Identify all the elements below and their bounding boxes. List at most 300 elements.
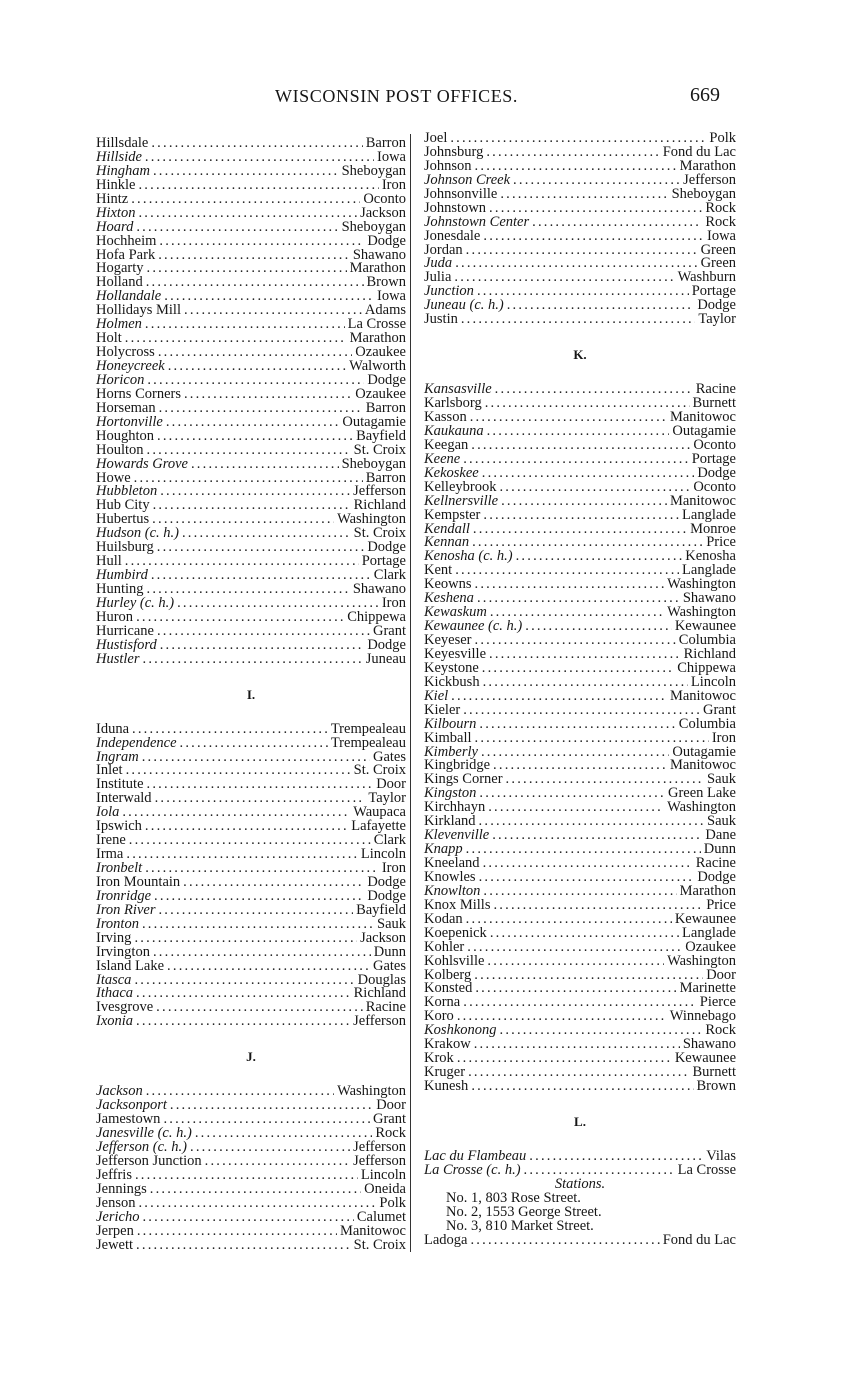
county-name: Outagamie <box>342 413 406 430</box>
dot-leader <box>471 439 690 453</box>
post-office-entry <box>96 901 406 918</box>
dot-leader <box>454 271 674 285</box>
dot-leader <box>126 764 351 778</box>
post-office-name: Humbird <box>96 567 148 584</box>
dot-leader <box>195 1127 373 1141</box>
post-office-name: Jericho <box>96 1208 140 1225</box>
county-name: Washington <box>337 1083 406 1100</box>
post-office-name: Jackson <box>96 1083 143 1100</box>
left-column <box>96 137 406 1253</box>
post-office-name: Holt <box>96 330 122 347</box>
post-office-name: Island Lake <box>96 957 165 974</box>
county-name: Langlade <box>682 506 736 523</box>
post-office-name: Holland <box>96 274 143 291</box>
dot-leader <box>158 346 352 360</box>
post-office-name: Hudson (c. h.) <box>96 525 179 542</box>
post-office-entry <box>424 227 736 244</box>
dot-leader <box>122 806 350 820</box>
stations-title: Stations. <box>554 1175 606 1192</box>
county-name: Dodge <box>697 868 736 885</box>
county-name: Manitowoc <box>669 409 736 425</box>
county-name: Iowa <box>707 227 736 244</box>
dot-leader <box>487 425 670 439</box>
county-name: Columbia <box>678 632 736 648</box>
dot-leader <box>513 174 680 188</box>
county-name: St. Croix <box>353 762 406 779</box>
stations-list <box>424 1189 736 1234</box>
county-name: Trempealeau <box>330 734 406 751</box>
post-office-name: Kirchhayn <box>424 799 486 816</box>
dot-leader <box>483 230 704 244</box>
post-office-name: Hintz <box>96 190 129 207</box>
dot-leader <box>493 899 703 913</box>
county-name: Jefferson <box>353 1013 406 1030</box>
post-office-name: Lac du Flambeau <box>424 1147 527 1164</box>
county-name: Douglas <box>357 971 406 988</box>
post-office-entry <box>96 1152 406 1169</box>
county-name: Outagamie <box>672 743 736 760</box>
post-office-name: Ironton <box>96 915 139 932</box>
county-name: Waupaca <box>353 804 406 821</box>
station-line: No. 1, 803 Rose Street. <box>446 1189 581 1206</box>
l-entries-bottom <box>424 1231 736 1248</box>
section-heading-l: L. <box>574 1113 586 1129</box>
dot-leader <box>487 955 664 969</box>
dot-leader <box>205 1155 350 1169</box>
post-office-name: Kings Corner <box>424 771 503 788</box>
post-office-name: Jefferson Junction <box>96 1152 202 1169</box>
county-name: Racine <box>695 855 736 871</box>
dot-leader <box>138 179 378 193</box>
dot-leader <box>466 913 672 927</box>
post-office-name: Krok <box>424 1050 454 1067</box>
county-name: Sheboygan <box>341 218 406 235</box>
dot-leader <box>488 801 664 815</box>
dot-leader <box>158 249 350 263</box>
post-office-entry <box>96 820 406 834</box>
dot-leader <box>147 262 347 276</box>
post-office-name: Koshkonong <box>424 1022 497 1039</box>
dot-leader <box>499 481 690 495</box>
county-name: Washington <box>667 604 736 621</box>
county-name: Iron <box>381 176 406 193</box>
dot-leader <box>461 313 696 327</box>
dot-leader <box>190 1141 350 1155</box>
dot-leader <box>145 820 348 834</box>
county-name: Bayfield <box>356 901 406 918</box>
post-office-name: Hustisford <box>96 636 157 653</box>
post-office-name: Kewaunee (c. h.) <box>424 618 523 635</box>
county-name: Barron <box>365 135 406 151</box>
county-name: Jefferson <box>683 171 736 188</box>
post-office-entry <box>96 162 406 179</box>
county-name: Dodge <box>697 297 736 314</box>
post-office-name: Honeycreek <box>96 358 165 374</box>
county-name: Ozaukee <box>355 344 406 361</box>
post-office-name: Hustler <box>96 650 140 667</box>
post-office-name: Hortonville <box>96 413 163 430</box>
post-office-name: Kohlsville <box>424 952 485 969</box>
post-office-name: Ladoga <box>424 1231 468 1248</box>
county-name: Vilas <box>706 1147 736 1164</box>
post-office-name: Horicon <box>96 371 145 388</box>
county-name: Oconto <box>693 478 736 495</box>
county-name: Ozaukee <box>685 938 736 955</box>
post-office-name: Houlton <box>96 441 144 458</box>
post-office-name: Kempster <box>424 506 481 523</box>
dot-leader <box>137 1225 337 1239</box>
post-office-name: Horseman <box>96 399 156 416</box>
post-office-entry <box>96 1015 406 1029</box>
county-name: Marathon <box>349 260 406 277</box>
dot-leader <box>135 1169 358 1183</box>
county-name: Manitowoc <box>669 492 736 509</box>
post-office-name: Kodan <box>424 910 463 927</box>
post-office-name: Huron <box>96 608 134 625</box>
post-office-name: Krakow <box>424 1036 471 1053</box>
dot-leader <box>479 718 675 732</box>
county-name: Richland <box>353 497 406 514</box>
post-office-name: Jerpen <box>96 1222 134 1239</box>
dot-leader <box>492 829 702 843</box>
dot-leader <box>138 207 357 221</box>
post-office-name: Knowles <box>424 868 476 885</box>
county-name: Dodge <box>367 887 406 904</box>
post-office-name: Kansasville <box>424 381 492 398</box>
county-name: Fond du Lac <box>662 1231 736 1248</box>
county-name: Rock <box>705 1022 736 1039</box>
dot-leader <box>164 290 374 304</box>
county-name: Jackson <box>360 204 406 221</box>
post-office-entry <box>96 636 406 653</box>
county-name: Kewaunee <box>674 618 736 635</box>
post-office-name: Kaukauna <box>424 422 484 439</box>
post-office-name: Kruger <box>424 1064 466 1081</box>
post-office-name: Kennan <box>424 534 470 551</box>
post-office-name: Justin <box>424 311 458 328</box>
post-office-name: Iduna <box>96 720 130 737</box>
county-name: Lafayette <box>351 818 406 835</box>
dot-leader <box>479 871 695 885</box>
post-office-entry <box>96 176 406 193</box>
post-office-name: Itasca <box>96 971 132 988</box>
county-name: Marathon <box>679 157 736 174</box>
l-entries-top <box>424 1147 736 1178</box>
county-name: Richland <box>683 645 736 662</box>
dot-leader <box>136 1239 351 1253</box>
county-name: Fond du Lac <box>662 143 736 160</box>
dot-leader <box>483 676 688 690</box>
post-office-name: Ixonia <box>96 1013 134 1030</box>
dot-leader <box>463 704 700 718</box>
county-name: Sheboygan <box>341 162 406 179</box>
county-name: Adams <box>364 302 406 319</box>
dot-leader <box>153 946 371 960</box>
dot-leader <box>143 653 363 667</box>
post-office-name: Independence <box>96 734 177 751</box>
post-office-name: Koro <box>424 1008 454 1025</box>
dot-leader <box>153 499 351 513</box>
dot-leader <box>455 564 679 578</box>
post-office-name: Iron Mountain <box>96 873 181 890</box>
county-name: Monroe <box>690 520 736 537</box>
county-name: Sauk <box>377 915 406 932</box>
dot-leader <box>481 746 669 760</box>
station-line: No. 3, 810 Market Street. <box>446 1217 594 1234</box>
post-office-entry <box>96 541 406 555</box>
dot-leader <box>191 458 339 472</box>
post-office-entry <box>424 829 736 843</box>
county-name: Washington <box>337 511 406 528</box>
post-office-name: Jefferson (c. h.) <box>96 1139 187 1155</box>
post-office-name: Hub City <box>96 497 150 514</box>
post-office-name: Johnsburg <box>424 143 484 160</box>
county-name: Dane <box>705 827 736 844</box>
post-office-name: Hollidays Mill <box>96 302 181 319</box>
county-name: Brown <box>696 1078 736 1094</box>
dot-leader <box>125 332 347 346</box>
post-office-name: Juda <box>424 255 453 272</box>
post-office-name: Inlet <box>96 762 123 779</box>
post-office-name: Kent <box>424 562 453 579</box>
dot-leader <box>142 1211 353 1225</box>
county-name: Langlade <box>682 924 736 941</box>
county-name: Taylor <box>698 311 736 328</box>
county-name: Burnett <box>692 395 736 412</box>
dot-leader <box>170 1099 373 1113</box>
county-name: Shawano <box>682 590 736 607</box>
county-name: Dodge <box>367 232 406 249</box>
county-name: Portage <box>361 553 406 570</box>
post-office-name: Ironbelt <box>96 860 143 876</box>
post-office-name: Kellnersville <box>424 492 499 509</box>
dot-leader <box>163 1113 370 1127</box>
county-name: Iron <box>381 860 406 876</box>
post-office-name: Kolberg <box>424 966 472 983</box>
post-office-name: Hunting <box>96 581 144 597</box>
county-name: Iowa <box>377 288 406 305</box>
post-office-name: Hubbleton <box>96 483 158 500</box>
dot-leader <box>474 1038 680 1052</box>
dot-leader <box>482 662 674 676</box>
post-office-entry <box>96 137 406 151</box>
county-name: Bayfield <box>356 427 406 444</box>
post-office-name: Kingbridge <box>424 757 491 774</box>
county-name: Barron <box>365 469 406 486</box>
county-name: Rock <box>705 199 736 216</box>
post-office-name: Ironridge <box>96 887 152 904</box>
dot-leader <box>490 927 679 941</box>
county-name: Portage <box>691 283 736 300</box>
county-name: Green <box>700 241 736 258</box>
dot-leader <box>463 453 688 467</box>
county-name: Door <box>376 1097 406 1114</box>
post-office-name: Iola <box>96 804 120 821</box>
county-name: Kewaunee <box>674 1050 736 1067</box>
dot-leader <box>134 472 363 486</box>
post-office-name: Junction <box>424 283 474 300</box>
county-name: St. Croix <box>353 525 406 542</box>
post-office-name: Keystone <box>424 659 479 676</box>
dot-leader <box>473 523 687 537</box>
dot-leader <box>145 862 379 876</box>
post-office-entry <box>424 436 736 453</box>
county-name: Dunn <box>703 841 736 858</box>
post-office-name: Konsted <box>424 980 473 997</box>
post-office-name: Huilsburg <box>96 539 154 556</box>
county-name: Manitowoc <box>669 687 736 704</box>
dot-leader <box>451 690 667 704</box>
county-name: Jefferson <box>353 1139 406 1155</box>
dot-leader <box>155 792 366 806</box>
post-office-name: Hollandale <box>96 288 162 305</box>
county-name: Trempealeau <box>330 720 406 737</box>
post-office-name: Irma <box>96 846 124 863</box>
post-office-entry <box>424 1080 736 1094</box>
dot-leader <box>483 885 676 899</box>
post-office-name: Korna <box>424 994 461 1011</box>
dot-leader <box>455 257 697 271</box>
post-office-name: Jordan <box>424 241 463 258</box>
post-office-name: Jamestown <box>96 1111 161 1128</box>
dot-leader <box>486 146 659 160</box>
section-heading-j: J. <box>246 1049 256 1065</box>
county-name: Dunn <box>373 943 406 960</box>
dot-leader <box>468 1066 689 1080</box>
dot-leader <box>167 960 370 974</box>
post-office-name: Ithaca <box>96 985 134 1002</box>
post-office-name: Howards Grove <box>96 455 188 472</box>
dot-leader <box>489 648 681 662</box>
county-name: Lincoln <box>360 846 406 863</box>
post-office-entry <box>424 422 736 439</box>
dot-leader <box>479 787 665 801</box>
dot-leader <box>145 151 374 165</box>
dot-leader <box>138 1197 376 1211</box>
county-name: Shawano <box>682 1036 736 1053</box>
dot-leader <box>495 383 693 397</box>
post-office-entry <box>424 982 736 996</box>
county-name: Taylor <box>368 790 406 807</box>
post-office-name: Jewett <box>96 1236 134 1253</box>
section-heading-i: I. <box>246 686 256 702</box>
post-office-name: Kelleybrook <box>424 478 497 495</box>
dot-leader <box>134 974 354 988</box>
county-name: Green Lake <box>667 785 736 802</box>
county-name: Marinette <box>679 980 736 997</box>
post-office-name: Knapp <box>424 841 463 858</box>
county-name: Columbia <box>678 715 736 732</box>
post-office-name: Howe <box>96 469 131 486</box>
post-office-name: Holycross <box>96 344 155 361</box>
dot-leader <box>501 495 667 509</box>
dot-leader <box>182 527 351 541</box>
dot-leader <box>516 550 683 564</box>
county-name: Walworth <box>349 358 406 374</box>
post-office-entry <box>424 1231 736 1248</box>
post-office-entry <box>96 734 406 751</box>
page-title: WISCONSIN POST OFFICES. <box>275 86 519 106</box>
county-name: Juneau <box>365 650 406 667</box>
post-office-name: Keshena <box>424 590 474 607</box>
county-name: Calumet <box>356 1208 406 1225</box>
post-office-name: Klevenville <box>424 827 490 844</box>
post-office-name: Kilbourn <box>424 715 477 732</box>
dot-leader <box>466 244 698 258</box>
post-office-name: Keene <box>424 450 461 467</box>
dot-leader <box>129 834 371 848</box>
county-name: Door <box>706 966 736 983</box>
post-office-name: Hubertus <box>96 511 150 528</box>
county-name: Jefferson <box>353 1152 406 1169</box>
county-name: Winnebago <box>669 1008 736 1025</box>
county-name: Lincoln <box>360 1166 406 1183</box>
post-office-name: Interwald <box>96 790 152 807</box>
county-name: Lincoln <box>690 673 736 690</box>
column-divider <box>410 134 411 1252</box>
county-name: Marathon <box>349 330 406 347</box>
dot-leader <box>136 221 338 235</box>
county-name: Oneida <box>364 1180 406 1197</box>
dot-leader <box>142 751 370 765</box>
county-name: Shawano <box>352 581 406 597</box>
post-office-entry <box>424 299 736 313</box>
post-office-name: Irving <box>96 929 132 946</box>
post-office-name: Kewaskum <box>424 604 487 621</box>
county-name: La Crosse <box>677 1161 736 1178</box>
county-name: Oconto <box>363 190 406 207</box>
post-office-name: Keegan <box>424 436 469 453</box>
post-office-name: Holmen <box>96 316 142 333</box>
county-name: Rock <box>375 1125 406 1142</box>
dot-leader <box>483 857 693 871</box>
dot-leader <box>466 843 701 857</box>
dot-leader <box>146 1085 334 1099</box>
county-name: Grant <box>702 701 736 718</box>
county-name: Polk <box>709 130 736 146</box>
county-name: Washington <box>667 576 736 593</box>
dot-leader <box>125 555 359 569</box>
county-name: Dodge <box>367 371 406 388</box>
county-name: Ozaukee <box>355 385 406 402</box>
post-office-name: Johnson <box>424 157 472 174</box>
county-name: St. Croix <box>353 441 406 458</box>
post-office-name: Juneau (c. h.) <box>424 297 504 314</box>
post-office-entry <box>424 313 736 327</box>
dot-leader <box>500 1024 703 1038</box>
post-office-name: Hurricane <box>96 622 154 639</box>
post-office-name: Kunesh <box>424 1078 469 1094</box>
post-office-name: Hofa Park <box>96 246 156 263</box>
post-office-name: Koepenick <box>424 924 487 941</box>
post-office-name: Kimberly <box>424 743 478 760</box>
dot-leader <box>525 620 672 634</box>
section-heading-k: K. <box>573 347 587 363</box>
post-office-entry <box>424 1052 736 1066</box>
j-entries-left <box>96 1085 406 1252</box>
county-name: Gates <box>372 957 406 974</box>
post-office-name: Kneeland <box>424 855 480 871</box>
county-name: Rock <box>705 213 736 230</box>
county-name: Racine <box>365 999 406 1016</box>
post-office-name: Hogarty <box>96 260 144 277</box>
post-office-name: Kickbush <box>424 673 480 690</box>
dot-leader <box>151 569 371 583</box>
county-name: Burnett <box>692 1064 736 1081</box>
county-name: Richland <box>353 985 406 1002</box>
post-office-name: Kendall <box>424 520 470 537</box>
dot-leader <box>157 430 353 444</box>
